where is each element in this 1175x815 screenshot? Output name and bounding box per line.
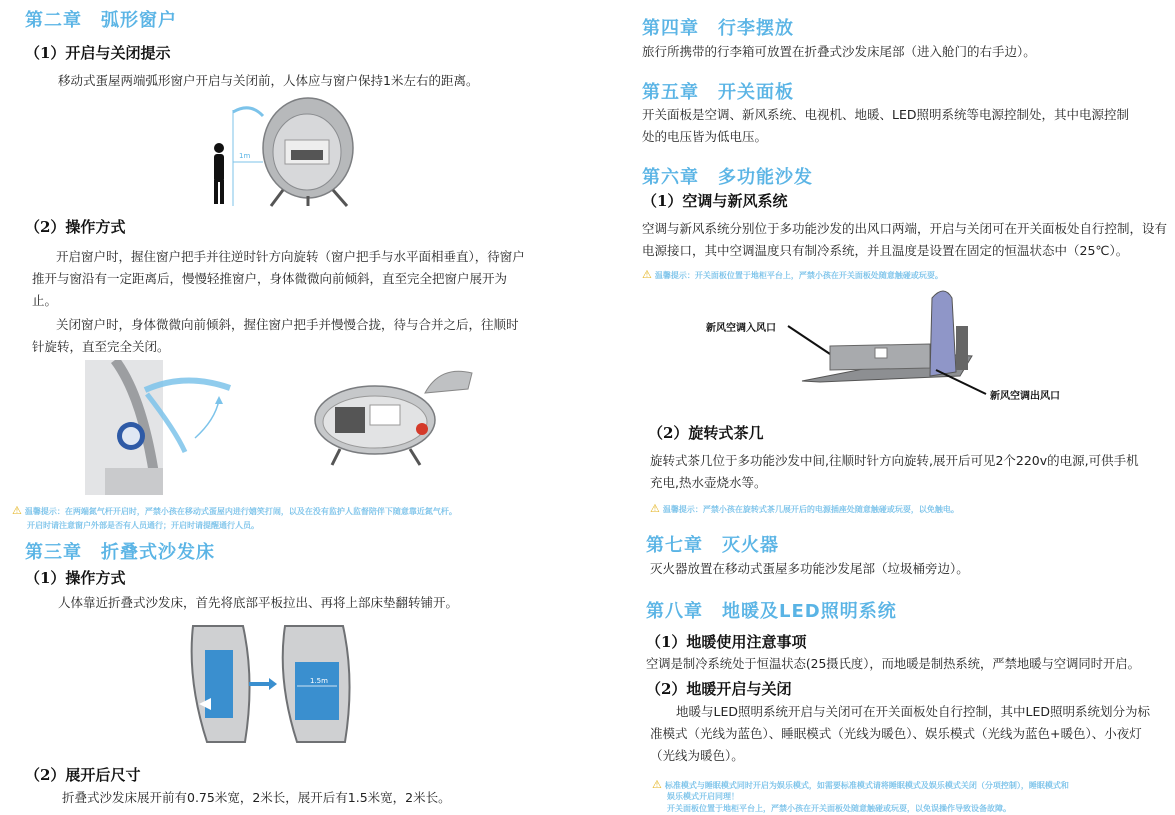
sofa-bed-figure [185,620,355,748]
air-outlet-label: 新风空调出风口 [990,391,1060,402]
chapter6-title: 第六章 多功能沙发 [642,167,813,188]
ch8-warning-line2: 娱乐模式开启同理！ [667,792,739,801]
warning-icon: ⚠ [650,502,660,515]
ch2-section1-title: （1）开启与关闭提示 [25,44,171,62]
ch6-section2-text: 旋转式茶几位于多功能沙发中间,往顺时针方向旋转,展开后可见2个220v的电源,可供手机充电,热水壶烧水等。 [650,453,1139,490]
pod-window-open-figure [310,365,480,470]
ch8-section2-text: 地暖与LED照明系统开启与关闭可在开关面板处自行控制，其中LED照明系统划分为标准模式（光线为蓝色）、睡眠模式（光线为暖色）、娱乐模式（光线为蓝色+暖色）、小夜灯（光线为暖色）。 [650,704,1150,763]
ch2-warning-line1 [12,504,457,518]
ch8-section1-text: 空调是制冷系统处于恒温状态(25摄氏度），而地暖是制热系统，严禁地暖与空调同时开启。 [646,657,1140,671]
chapter3-title: 第三章 折叠式沙发床 [25,542,215,563]
ch3-section2-title: （2）展开后尺寸 [25,766,141,784]
ch8-section1-title: （1）地暖使用注意事项 [646,633,807,651]
ch6-warning2 [650,502,959,516]
ch5-text: 开关面板是空调、新风系统、电视机、地暖、LED照明系统等电源控制处，其中电源控制处的电压皆为低电压。 [642,107,1129,144]
chapter4-title: 第四章 行李摆放 [642,18,794,39]
ch3-section2-text: 折叠式沙发床展开前有0.75米宽，2米长，展开后有1.5米宽，2米长。 [62,790,451,805]
ch3-section1-title: （1）操作方式 [25,569,126,587]
egg-pod-distance-figure [205,90,365,208]
handle-marker-icon [416,423,428,435]
ch2-section1-text: 移动式蛋屋两端弧形窗户开启与关闭前，人体应与窗户保持1米左右的距离。 [58,73,479,88]
ch2-section2-title: （2）操作方式 [25,218,126,236]
air-inlet-label: 新风空调入风口 [706,323,776,334]
ch6-section1-title: （1）空调与新风系统 [642,192,788,210]
sofa-bed-open [283,626,350,742]
ch2-section2-para1: 开启窗户时，握住窗户把手并往逆时针方向旋转（窗户把手与水平面相垂直），待窗户推开与窗沿有一定距离后，慢慢轻推窗户，身体微微向前倾斜，直至完全把窗户展开为止。 [32,249,525,308]
chapter8-title: 第八章 地暖及LED照明系统 [646,601,897,622]
person-silhouette [214,143,224,204]
ch4-text: 旅行所携带的行李箱可放置在折叠式沙发床尾部（进入舱门的右手边）。 [642,44,1036,59]
sofa-bed-closed [192,626,250,742]
chapter2-title: 第二章 弧形窗户 [25,10,177,31]
warning-icon: ⚠ [12,504,22,517]
ch6-section2-title: （2）旋转式茶几 [648,424,764,442]
chapter7-title: 第七章 灭火器 [646,535,779,556]
warning-icon: ⚠ [652,778,662,791]
distance-label: 1m [239,152,251,160]
ch6-warning2-text: 温馨提示：严禁小孩在旋转式茶几展开后的电源插座处随意触碰或玩耍，以免触电。 [662,505,959,514]
ch2-section2-para2: 关闭窗户时，身体微微向前倾斜，握住窗户把手并慢慢合拢，待与合并之后，往顺时针旋转，直至完全关闭。 [32,317,519,354]
ch6-warning1 [642,268,943,282]
chapter5-title: 第五章 开关面板 [642,82,794,103]
width-label: 1.5m [310,677,328,685]
ch8-warning-text1: 标准模式与睡眠模式同时开启为娱乐模式，如需要标准模式请将睡眠模式及娱乐模式关闭（分项控制），睡眠模式和 [664,781,1069,790]
ch2-warning-text1: 温馨提示：在两端氮气杆开启时，严禁小孩在移动式蛋屋内进行嬉笑打闹，以及在没有监护人监督陪伴下随意靠近氮气杆。 [24,507,457,516]
inlet-pointer [788,326,830,354]
transition-arrow-icon [249,678,277,690]
ch3-section1-text: 人体靠近折叠式沙发床，首先将底部平板拉出、再将上部床垫翻转铺开。 [58,595,459,610]
ch6-section1-text: 空调与新风系统分别位于多功能沙发的出风口两端，开启与关闭可在开关面板处自行控制，设有电源接口，其中空调温度只有制冷系统，并且温度是设置在固定的恒温状态中（25℃）。 [642,221,1168,258]
ch8-warning-line3: 开关面板位置于地柜平台上，严禁小孩在开关面板处随意触碰或玩耍，以免误操作导致设备故障。 [667,804,1011,813]
ch2-warning-line2: 开启时请注意窗户外部是否有人员通行；开启时请提醒通行人员。 [27,521,259,530]
rotate-arrow-icon [195,400,219,438]
warning-icon: ⚠ [642,268,652,281]
egg-pod [263,98,353,206]
ch8-section2-title: （2）地暖开启与关闭 [646,680,792,698]
ch7-text: 灭火器放置在移动式蛋屋多功能沙发尾部（垃圾桶旁边）。 [650,561,969,576]
window-opening-figure [85,360,235,495]
ch6-warning1-text: 温馨提示：开关面板位置于地柜平台上，严禁小孩在开关面板处随意触碰或玩耍。 [654,271,943,280]
